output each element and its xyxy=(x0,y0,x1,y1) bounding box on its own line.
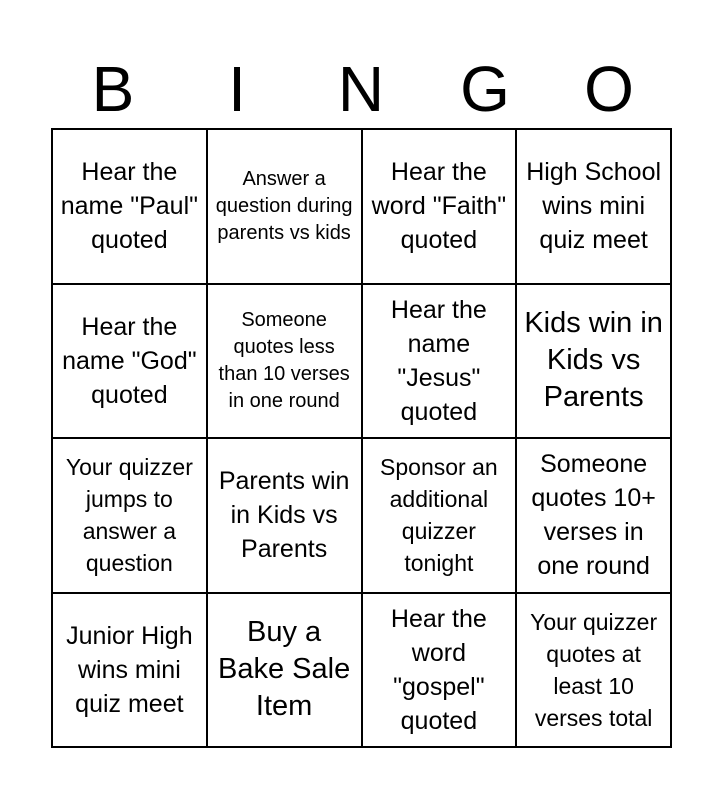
bingo-cell-text: Someone quotes less than 10 verses in one round xyxy=(218,308,350,412)
bingo-cell-text: Parents win in Kids vs Parents xyxy=(218,467,350,564)
bingo-cell-r1c1[interactable] xyxy=(53,130,208,285)
header-letter-i: I xyxy=(228,53,246,125)
bingo-cell-r2c2[interactable] xyxy=(208,285,363,440)
bingo-cell-text: Hear the name "Paul" quoted xyxy=(60,158,199,255)
bingo-cell-text: Someone quotes 10+ verses in one round xyxy=(531,450,656,581)
bingo-cell-r2c3[interactable] xyxy=(363,285,518,440)
bingo-cell-r2c4[interactable] xyxy=(517,285,672,440)
header-letter-n: N xyxy=(337,53,385,125)
header-letter-b: B xyxy=(91,53,135,125)
bingo-cell-r1c3[interactable] xyxy=(363,130,518,285)
bingo-cell-text: Your quizzer quotes at least 10 verses total xyxy=(530,608,658,731)
bingo-header xyxy=(51,52,671,126)
bingo-cell-text: Answer a question during parents vs kids xyxy=(215,167,353,244)
bingo-cell-r3c4[interactable] xyxy=(517,439,672,594)
bingo-board xyxy=(51,128,672,748)
bingo-cell-text: Your quizzer jumps to answer a question xyxy=(65,454,193,577)
bingo-cell-r4c2[interactable] xyxy=(208,594,363,749)
bingo-cell-r1c4[interactable] xyxy=(517,130,672,285)
bingo-cell-text: Hear the name "Jesus" quoted xyxy=(390,295,487,426)
bingo-cell-r3c1[interactable] xyxy=(53,439,208,594)
bingo-cell-text: Buy a Bake Sale Item xyxy=(218,616,351,723)
bingo-cell-r4c3[interactable] xyxy=(363,594,518,749)
bingo-cell-text: Hear the word "gospel" quoted xyxy=(390,604,487,735)
header-letter-g: G xyxy=(460,53,510,125)
bingo-cell-r4c1[interactable] xyxy=(53,594,208,749)
bingo-cell-text: Hear the word "Faith" quoted xyxy=(371,158,507,255)
bingo-cell-text: Kids win in Kids vs Parents xyxy=(524,307,663,414)
bingo-cell-r4c4[interactable] xyxy=(517,594,672,749)
bingo-cell-r2c1[interactable] xyxy=(53,285,208,440)
bingo-cell-r1c2[interactable] xyxy=(208,130,363,285)
bingo-cell-text: Junior High wins mini quiz meet xyxy=(66,621,193,718)
bingo-cell-text: Sponsor an additional quizzer tonight xyxy=(380,454,498,577)
bingo-cell-r3c2[interactable] xyxy=(208,439,363,594)
bingo-cell-r3c3[interactable] xyxy=(363,439,518,594)
bingo-cell-text: Hear the name "God" quoted xyxy=(62,312,197,409)
bingo-cell-text: High School wins mini quiz meet xyxy=(526,158,662,255)
header-letter-o: O xyxy=(584,53,634,125)
